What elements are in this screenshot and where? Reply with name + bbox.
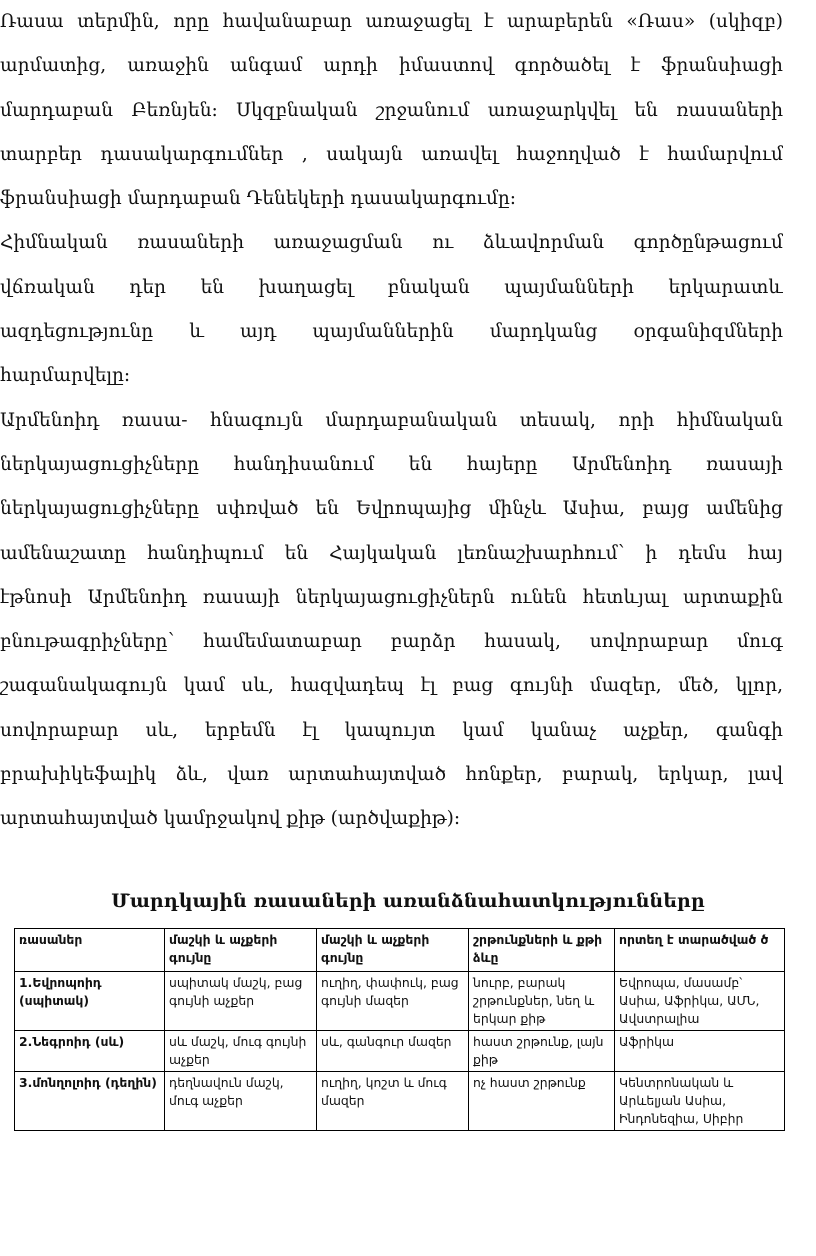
table-cell: Կենտրոնական և Արևելյան Ասիա, Ինդոնեզիա, Սիբիր <box>615 1072 785 1131</box>
header-skin-eye-color-2: մաշկի և աչքերի գույնը <box>317 929 469 972</box>
text-line: հարմարվելը: <box>0 365 131 387</box>
text-line: արմատից, առաջին անգամ արդի իմաստով գործածել է ֆրանսիացի <box>0 55 783 77</box>
text-line: բրախիկեֆալիկ ձև, վառ արտահայտված հոնքեր, բարակ, երկար, լավ <box>0 764 783 786</box>
table-cell: Եվրոպա, մասամբ՝ Ասիա, Աֆրիկա, ԱՄՆ, Ավստրալիա <box>615 972 785 1031</box>
table-row <box>15 1031 785 1072</box>
text-line: արտահայտված կամրջակով քիթ (արծվաքիթ): <box>0 808 461 830</box>
text-line: շագանակագույն կամ սև, հազվադեպ էլ բաց գույնի մազեր, մեծ, կլոր, <box>0 675 783 697</box>
table-cell: հաստ շրթունք, լայն քիթ <box>469 1031 615 1072</box>
table-row <box>15 972 785 1031</box>
table-cell: ուղիղ, կոշտ և մուգ մազեր <box>317 1072 469 1131</box>
table-cell: սև մաշկ, մուգ գույնի աչքեր <box>165 1031 317 1072</box>
text-line: էթնոսի Արմենոիդ ռասայի ներկայացուցիչներն ունեն հետևյալ արտաքին <box>0 586 783 608</box>
text-line: ազդեցությունը և այդ պայմաններին մարդկանց օրգանիզմների <box>0 321 783 343</box>
table-row <box>15 1072 785 1131</box>
table-cell: դեղնավուն մաշկ, մուգ աչքեր <box>165 1072 317 1131</box>
table-header-row <box>15 929 785 972</box>
table-cell: նուրբ, բարակ շրթունքներ, նեղ և երկար քիթ <box>469 972 615 1031</box>
header-lips-nose-shape: շրթունքների և քթի ձևը <box>469 929 615 972</box>
text-line: բնութագրիչները՝ համեմատաբար բարձր հասակ, սովորաբար մուգ <box>0 631 783 653</box>
races-table <box>14 928 785 1131</box>
text-line: տարբեր դասակարգումներ , սակայն առավել հաջողված է համարվում <box>0 143 783 165</box>
text-line: Ռասա տերմին, որը հավանաբար առաջացել է արաբերեն «Ռաս» (սկիզբ) <box>0 11 783 32</box>
table-cell: սպիտակ մաշկ, բաց գույնի աչքեր <box>165 972 317 1031</box>
header-races: ռասաներ <box>15 929 165 972</box>
text-line: Հիմնական ռասաների առաջացման ու ձևավորման գործընթացում <box>0 232 783 254</box>
header-skin-eye-color: մաշկի և աչքերի գույնը <box>165 929 317 972</box>
text-line: Արմենոիդ ռասա- հնագույն մարդաբանական տեսակ, որի հիմնական <box>0 409 783 431</box>
text-line: ներկայացուցիչները հանդիսանում են հայերը Արմենոիդ ռասայի <box>0 453 783 475</box>
table-cell: ուղիղ, փափուկ, բաց գույնի մազեր <box>317 972 469 1031</box>
text-line: ֆրանսիացի մարդաբան Դենեկերի դասակարգումը: <box>0 188 517 210</box>
table-caption: Մարդկային ռասաների առանձնահատկությունները <box>111 890 705 912</box>
text-line: ամենաշատը հանդիպում են Հայկական լեռնաշխարհում՝ ի դեմս հայ <box>0 542 783 564</box>
table-cell: 3.մոնղոլոիդ (դեղին) <box>15 1072 165 1131</box>
paragraph-armenoid-race <box>0 399 783 842</box>
paragraph-race-term <box>0 0 783 221</box>
text-line: վճռական դեր են խաղացել բնական պայմանների երկարատև <box>0 276 783 298</box>
text-line: սովորաբար սև, երբեմն էլ կապույտ կամ կանաչ աչքեր, գանգի <box>0 719 783 741</box>
table-cell: 1.Եվրոպոիդ (սպիտակ) <box>15 972 165 1031</box>
text-line: ներկայացուցիչները սփռված են Եվրոպայից մինչև Ասիա, բայց ամենից <box>0 498 783 520</box>
paragraph-race-formation <box>0 221 783 398</box>
table-cell: Աֆրիկա <box>615 1031 785 1072</box>
table-cell: 2.Նեգրոիդ (սև) <box>15 1031 165 1072</box>
table-cell: սև, գանգուր մազեր <box>317 1031 469 1072</box>
header-distribution: որտեղ է տարածված ծ <box>615 929 785 972</box>
text-line: մարդաբան Բեռնյեն: Սկզբնական շրջանում առաջարկվել են ռասաների <box>0 99 783 121</box>
table-cell: ոչ հաստ շրթունք <box>469 1072 615 1131</box>
